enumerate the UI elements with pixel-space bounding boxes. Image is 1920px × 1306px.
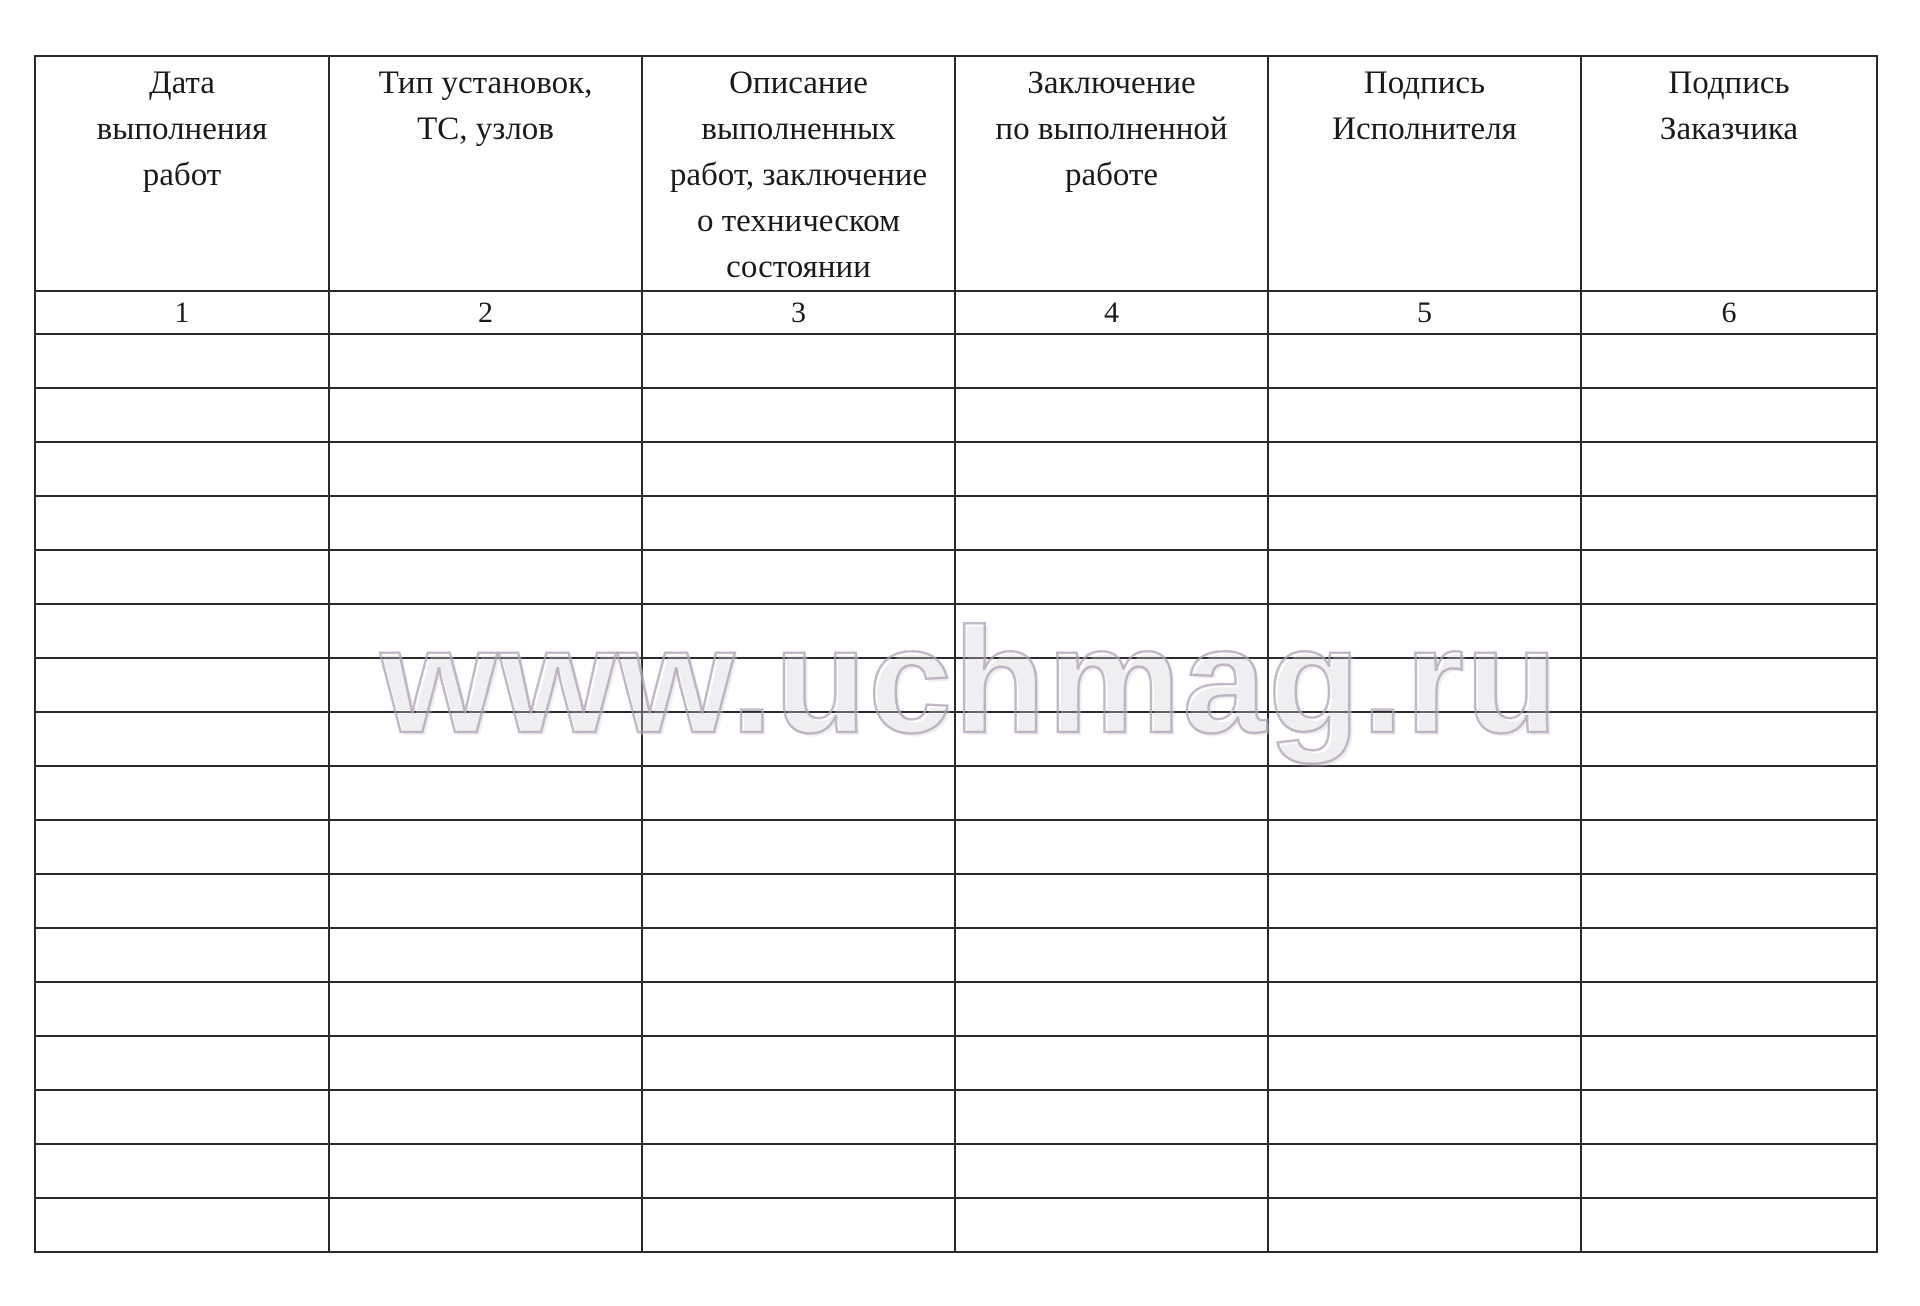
- table-cell[interactable]: [642, 550, 955, 604]
- table-row: [35, 334, 1877, 388]
- table-cell[interactable]: [955, 1144, 1268, 1198]
- table-cell[interactable]: [329, 604, 642, 658]
- header-label: Описание выполненных работ, заключение о техническом состоянии: [669, 65, 928, 285]
- table-cell[interactable]: [1581, 820, 1877, 874]
- table-cell[interactable]: [955, 712, 1268, 766]
- table-row: [35, 766, 1877, 820]
- table-row: [35, 604, 1877, 658]
- table-cell[interactable]: [1581, 1198, 1877, 1252]
- header-label: Подпись Исполнителя: [1332, 65, 1517, 147]
- table-cell[interactable]: [35, 604, 329, 658]
- table-cell[interactable]: [955, 1198, 1268, 1252]
- table-cell[interactable]: [35, 1036, 329, 1090]
- table-cell[interactable]: [1268, 1198, 1581, 1252]
- table-cell[interactable]: [955, 604, 1268, 658]
- table-cell[interactable]: [329, 442, 642, 496]
- table-cell[interactable]: [955, 550, 1268, 604]
- table-row: [35, 874, 1877, 928]
- table-cell[interactable]: [642, 982, 955, 1036]
- table-cell[interactable]: [642, 496, 955, 550]
- table-row: [35, 820, 1877, 874]
- column-number: 2: [329, 291, 642, 334]
- table-cell[interactable]: [329, 766, 642, 820]
- column-number: 4: [955, 291, 1268, 334]
- header-label: Заключение по выполненной работе: [995, 65, 1228, 193]
- table-cell[interactable]: [1268, 874, 1581, 928]
- table-cell[interactable]: [642, 1198, 955, 1252]
- table-cell[interactable]: [329, 658, 642, 712]
- table-cell[interactable]: [35, 658, 329, 712]
- table-cell[interactable]: [1581, 982, 1877, 1036]
- table-cell[interactable]: [1268, 658, 1581, 712]
- table-cell[interactable]: [955, 388, 1268, 442]
- table-row: [35, 388, 1877, 442]
- table-cell[interactable]: [1581, 1036, 1877, 1090]
- table-cell[interactable]: [955, 874, 1268, 928]
- table-cell[interactable]: [35, 820, 329, 874]
- table-cell[interactable]: [1268, 604, 1581, 658]
- header-label: Дата выполнения работ: [96, 65, 268, 193]
- table-cell[interactable]: [1581, 442, 1877, 496]
- table-cell[interactable]: [1268, 712, 1581, 766]
- table-row: [35, 658, 1877, 712]
- table-cell[interactable]: [35, 1144, 329, 1198]
- table-cell[interactable]: [642, 388, 955, 442]
- table-row: [35, 442, 1877, 496]
- table-cell[interactable]: [642, 928, 955, 982]
- table-cell[interactable]: [955, 442, 1268, 496]
- table-cell[interactable]: [329, 550, 642, 604]
- table-cell[interactable]: [329, 820, 642, 874]
- table-cell[interactable]: [329, 388, 642, 442]
- table-cell[interactable]: [35, 496, 329, 550]
- header-cell-type: [329, 56, 642, 291]
- table-cell[interactable]: [1581, 658, 1877, 712]
- column-number-row: [35, 291, 1877, 334]
- header-row: [35, 56, 1877, 291]
- table-cell[interactable]: [35, 1198, 329, 1252]
- table-cell[interactable]: [1581, 712, 1877, 766]
- table-cell[interactable]: [955, 1090, 1268, 1144]
- table-row: [35, 1144, 1877, 1198]
- table-cell[interactable]: [35, 334, 329, 388]
- table-cell[interactable]: [329, 928, 642, 982]
- header-cell-date: [35, 56, 329, 291]
- table-cell[interactable]: [642, 442, 955, 496]
- table-row: [35, 928, 1877, 982]
- table-cell[interactable]: [642, 820, 955, 874]
- table-cell[interactable]: [1268, 442, 1581, 496]
- table-cell[interactable]: [329, 1090, 642, 1144]
- work-log-table: [34, 55, 1878, 1253]
- table-cell[interactable]: [642, 334, 955, 388]
- table-cell[interactable]: [642, 658, 955, 712]
- table-row: [35, 1090, 1877, 1144]
- table-cell[interactable]: [1581, 874, 1877, 928]
- table-row: [35, 982, 1877, 1036]
- table-row: [35, 496, 1877, 550]
- table-cell[interactable]: [35, 766, 329, 820]
- table-cell[interactable]: [1268, 1144, 1581, 1198]
- table-cell[interactable]: [1581, 766, 1877, 820]
- table-cell[interactable]: [1581, 550, 1877, 604]
- table-cell[interactable]: [35, 1090, 329, 1144]
- table-cell[interactable]: [1268, 496, 1581, 550]
- table-cell[interactable]: [329, 496, 642, 550]
- table-cell[interactable]: [1268, 928, 1581, 982]
- column-number: 3: [642, 291, 955, 334]
- table-cell[interactable]: [1268, 982, 1581, 1036]
- table-cell[interactable]: [1268, 820, 1581, 874]
- table-cell[interactable]: [955, 658, 1268, 712]
- table-cell[interactable]: [35, 928, 329, 982]
- table-cell[interactable]: [1268, 334, 1581, 388]
- header-cell-description: [642, 56, 955, 291]
- table-cell[interactable]: [955, 928, 1268, 982]
- header-cell-customer-signature: [1581, 56, 1877, 291]
- header-label: Подпись Заказчика: [1659, 65, 1799, 147]
- table-cell[interactable]: [955, 766, 1268, 820]
- table-cell[interactable]: [1581, 1090, 1877, 1144]
- table-cell[interactable]: [1268, 766, 1581, 820]
- table-cell[interactable]: [642, 1036, 955, 1090]
- table-cell[interactable]: [329, 982, 642, 1036]
- table-cell[interactable]: [955, 1036, 1268, 1090]
- table-cell[interactable]: [35, 550, 329, 604]
- table-cell[interactable]: [1268, 388, 1581, 442]
- table-cell[interactable]: [329, 874, 642, 928]
- table-row: [35, 712, 1877, 766]
- table-cell[interactable]: [1581, 928, 1877, 982]
- table-cell[interactable]: [1268, 550, 1581, 604]
- table-cell[interactable]: [955, 982, 1268, 1036]
- column-number: 6: [1581, 291, 1877, 334]
- table-cell[interactable]: [1581, 604, 1877, 658]
- table-cell[interactable]: [1581, 496, 1877, 550]
- table-cell[interactable]: [1268, 1090, 1581, 1144]
- table-cell[interactable]: [35, 982, 329, 1036]
- table-cell[interactable]: [329, 1036, 642, 1090]
- table-cell[interactable]: [329, 334, 642, 388]
- table-cell[interactable]: [1581, 1144, 1877, 1198]
- table-cell[interactable]: [35, 712, 329, 766]
- table-cell[interactable]: [642, 1090, 955, 1144]
- table-cell[interactable]: [955, 820, 1268, 874]
- table-cell[interactable]: [329, 1198, 642, 1252]
- table-cell[interactable]: [642, 604, 955, 658]
- table-cell[interactable]: [1581, 388, 1877, 442]
- table-row: [35, 1036, 1877, 1090]
- table-cell[interactable]: [329, 1144, 642, 1198]
- table-cell[interactable]: [1581, 334, 1877, 388]
- column-number: 5: [1268, 291, 1581, 334]
- table-cell[interactable]: [35, 388, 329, 442]
- table-body: [35, 334, 1877, 1252]
- table-cell[interactable]: [642, 874, 955, 928]
- header-label: Тип установок, ТС, узлов: [378, 65, 593, 147]
- table-cell[interactable]: [329, 712, 642, 766]
- table-cell[interactable]: [955, 334, 1268, 388]
- header-cell-executor-signature: [1268, 56, 1581, 291]
- table-cell[interactable]: [955, 496, 1268, 550]
- table-cell[interactable]: [642, 712, 955, 766]
- watermark: www.uchmag.ru: [380, 596, 1560, 764]
- table-cell[interactable]: [642, 766, 955, 820]
- table-cell[interactable]: [35, 442, 329, 496]
- column-number: 1: [35, 291, 329, 334]
- table-cell[interactable]: [35, 874, 329, 928]
- table-row: [35, 550, 1877, 604]
- header-cell-conclusion: [955, 56, 1268, 291]
- table-cell[interactable]: [1268, 1036, 1581, 1090]
- table-cell[interactable]: [642, 1144, 955, 1198]
- table-row: [35, 1198, 1877, 1252]
